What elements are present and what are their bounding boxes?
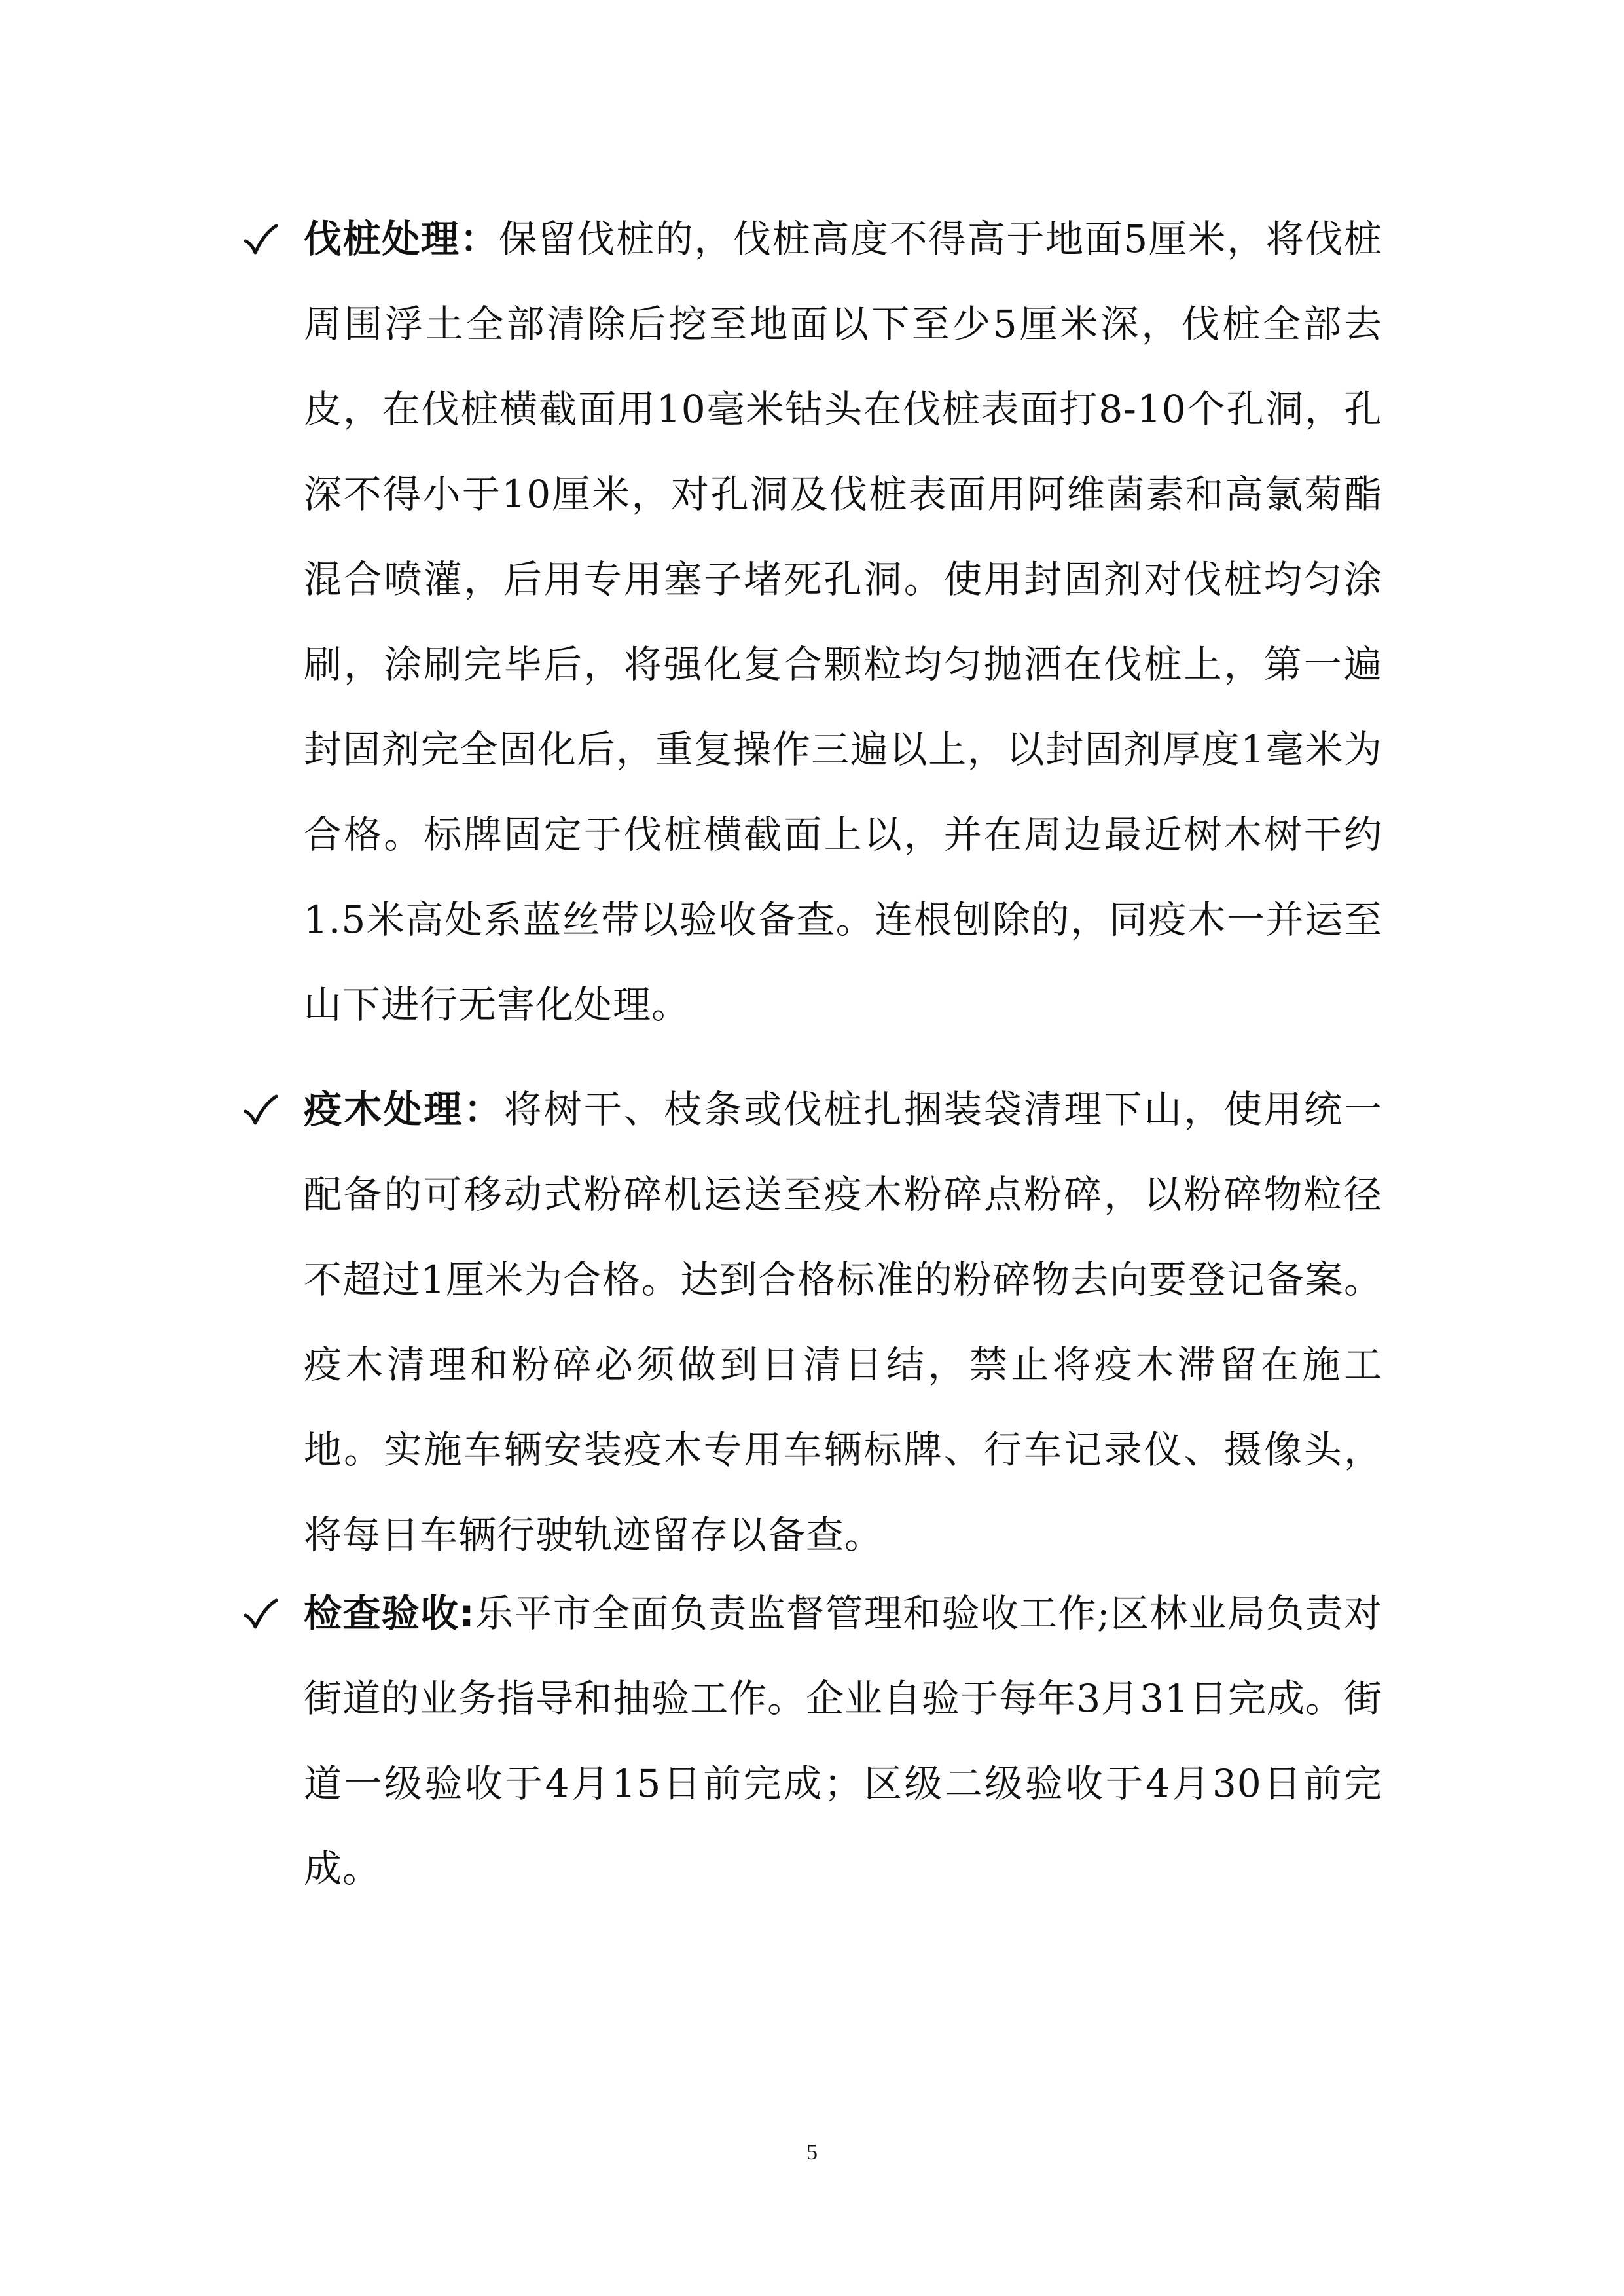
- section-body: 将树干、枝条或伐桩扎捆装袋清理下山，使用统一配备的可移动式粉碎机运送至疫木粉碎点粉碎，以粉碎物粒径不超过1厘米为合格。达到合格标准的粉碎物去向要登记备案。疫木清理和粉碎必须做到日清日结，禁止将疫木滞留在施工地。实施车辆安装疫木专用车辆标牌、行车记录仪、摄像头，将每日车辆行驶轨迹留存以备查。: [304, 1087, 1382, 1557]
- section-heading: 疫木处理：: [304, 1087, 504, 1132]
- section-body: 保留伐桩的，伐桩高度不得高于地面5厘米，将伐桩周围浮土全部清除后挖至地面以下至少5厘米深，伐桩全部去皮，在伐桩横截面用10毫米钻头在伐桩表面打8-10个孔洞，孔深不得小于10厘米，对孔洞及伐桩表面用阿维菌素和高氯菊酯混合喷灌，后用专用塞子堵死孔洞。使用封固剂对伐桩均匀涂刷，涂刷完毕后，将强化复合颗粒均匀抛洒在伐桩上，第一遍封固剂完全固化后，重复操作三遍以上，以封固剂厚度1毫米为合格。标牌固定于伐桩横截面上以，并在周边最近树木树干约1.5米高处系蓝丝带以验收备查。连根刨除的，同疫木一并运至山下进行无害化处理。: [304, 217, 1382, 1027]
- section-heading: 检查验收:: [304, 1591, 475, 1636]
- section-paragraph: [304, 1067, 1382, 1577]
- section-paragraph: [304, 196, 1382, 1047]
- checkmark-icon: [244, 1067, 289, 1152]
- checkmark-icon: [244, 196, 289, 281]
- section-heading: 伐桩处理：: [304, 217, 499, 261]
- page-number: 5: [806, 2140, 818, 2164]
- section-body: 乐平市全面负责监督管理和验收工作;区林业局负责对街道的业务指导和抽验工作。企业自验于每年3月31日完成。街道一级验收于4月15日前完成；区级二级验收于4月30日前完成。: [304, 1591, 1383, 1891]
- section-paragraph: [304, 1571, 1382, 1911]
- checkmark-icon: [244, 1571, 289, 1656]
